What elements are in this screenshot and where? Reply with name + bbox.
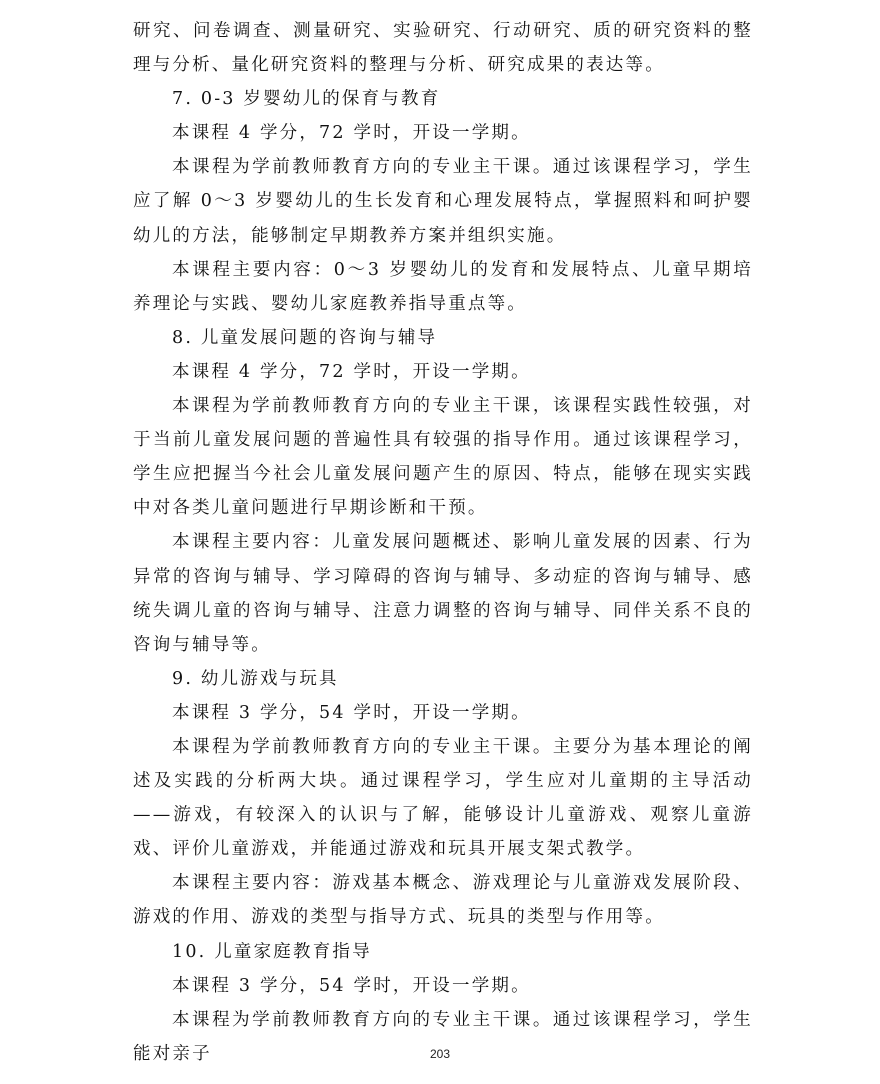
- paragraph-course-10-description: 本课程为学前教师教育方向的专业主干课。通过该课程学习，学生能对亲子: [133, 1009, 753, 1064]
- heading-course-9: 9. 幼儿游戏与玩具: [172, 668, 339, 689]
- paragraph-research-methods-continued: 研究、问卷调查、测量研究、实验研究、行动研究、质的研究资料的整理与分析、量化研究资料的整理与分析、研究成果的表达等。: [133, 21, 753, 76]
- heading-course-10: 10. 儿童家庭教育指导: [172, 941, 372, 962]
- paragraph-course-9-content: 本课程主要内容：游戏基本概念、游戏理论与儿童游戏发展阶段、游戏的作用、游戏的类型与指导方式、玩具的类型与作用等。: [133, 873, 753, 928]
- heading-course-8: 8. 儿童发展问题的咨询与辅导: [172, 327, 438, 348]
- paragraph-course-7-credits: 本课程 4 学分，72 学时，开设一学期。: [172, 123, 531, 144]
- paragraph-course-7-content: 本课程主要内容：0～3 岁婴幼儿的发育和发展特点、儿童早期培养理论与实践、婴幼儿家庭教养指导重点等。: [133, 259, 753, 314]
- paragraph-course-8-description: 本课程为学前教师教育方向的专业主干课，该课程实践性较强，对于当前儿童发展问题的普遍性具有较强的指导作用。通过该课程学习，学生应把握当今社会儿童发展问题产生的原因、特点，能够在现实实践中对各类儿童问题进行早期诊断和干预。: [133, 396, 753, 519]
- paragraph-course-9-credits: 本课程 3 学分，54 学时，开设一学期。: [172, 702, 531, 723]
- paragraph-course-8-credits: 本课程 4 学分，72 学时，开设一学期。: [172, 361, 531, 382]
- document-body: [133, 14, 753, 1071]
- paragraph-course-10-credits: 本课程 3 学分，54 学时，开设一学期。: [172, 975, 531, 996]
- page-number: 203: [429, 1047, 451, 1061]
- paragraph-course-8-content: 本课程主要内容：儿童发展问题概述、影响儿童发展的因素、行为异常的咨询与辅导、学习障碍的咨询与辅导、多动症的咨询与辅导、感统失调儿童的咨询与辅导、注意力调整的咨询与辅导、同伴关系不良的咨询与辅导等。: [133, 532, 753, 655]
- paragraph-course-7-description: 本课程为学前教师教育方向的专业主干课。通过该课程学习，学生应了解 0～3 岁婴幼儿的生长发育和心理发展特点，掌握照料和呵护婴幼儿的方法，能够制定早期教养方案并组织实施。: [133, 157, 753, 246]
- heading-course-7: 7. 0-3 岁婴幼儿的保育与教育: [172, 89, 441, 110]
- paragraph-course-9-description: 本课程为学前教师教育方向的专业主干课。主要分为基本理论的阐述及实践的分析两大块。通过课程学习，学生应对儿童期的主导活动——游戏，有较深入的认识与了解，能够设计儿童游戏、观察儿童游戏、评价儿童游戏，并能通过游戏和玩具开展支架式教学。: [133, 736, 753, 860]
